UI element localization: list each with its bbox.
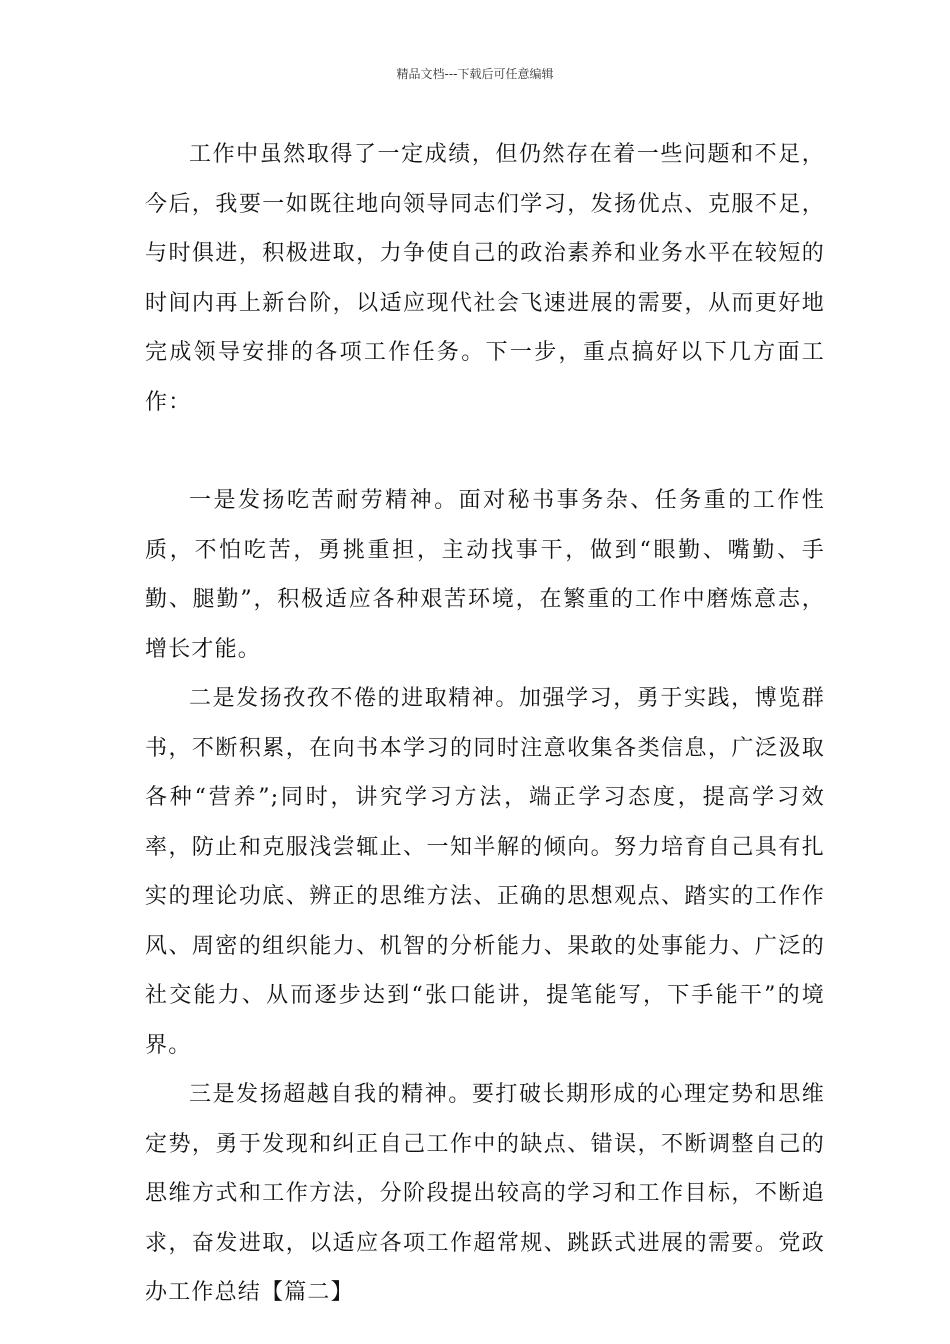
- page-header: 精品文档---下载后可任意编辑: [396, 67, 554, 81]
- paragraph-gap: [145, 427, 825, 476]
- paragraph-point-three: 三是发扬超越自我的精神。要打破长期形成的心理定势和思维定势，勇于发现和纠正自己工作中的缺点、错误，不断调整自己的思维方式和工作方法，分阶段提出较高的学习和工作目标，不断追求，奋发进取，以适应各项工作超常规、跳跃式进展的需要。党政办工作总结【篇二】: [145, 1082, 825, 1305]
- paragraph-point-two: 二是发扬孜孜不倦的进取精神。加强学习，勇于实践，博览群书，不断积累，在向书本学习的同时注意收集各类信息，广泛汲取各种“营养”;同时，讲究学习方法，端正学习态度，提高学习效率，防止和克服浅尝辄止、一知半解的倾向。努力培育自己具有扎实的理论功底、辨正的思维方法、正确的思想观点、踏实的工作作风、周密的组织能力、机智的分析能力、果敢的处事能力、广泛的社交能力、从而逐步达到“张口能讲，提笔能写，下手能干”的境界。: [145, 686, 825, 1058]
- document-body: [145, 130, 825, 1318]
- paragraph-point-one: 一是发扬吃苦耐劳精神。面对秘书事务杂、任务重的工作性质，不怕吃苦，勇挑重担，主动找事干，做到“眼勤、嘴勤、手勤、腿勤”，积极适应各种艰苦环境，在繁重的工作中磨炼意志，增长才能。: [145, 488, 825, 662]
- paragraph-intro: 工作中虽然取得了一定成绩，但仍然存在着一些问题和不足，今后，我要一如既往地向领导同志们学习，发扬优点、克服不足，与时俱进，积极进取，力争使自己的政治素养和业务水平在较短的时间内再上新台阶，以适应现代社会飞速进展的需要，从而更好地完成领导安排的各项工作任务。下一步，重点搞好以下几方面工作：: [145, 142, 825, 415]
